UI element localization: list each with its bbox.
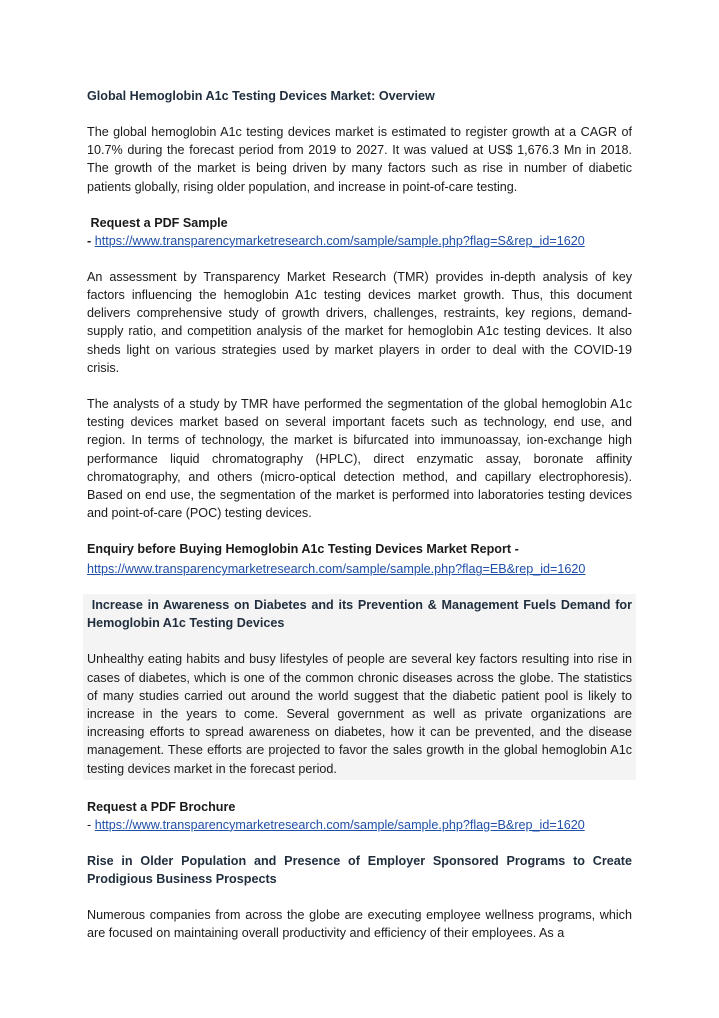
- segmentation-paragraph: The analysts of a study by TMR have performed the segmentation of the global hemoglobin A1c testing devices market based on several important facets such as technology, end use, and region. In terms of technology, the market is bifurcated into immunoassay, ion-exchange high performance liquid chromatography (HPLC), direct enzymatic assay, boronate affinity chromatography, and others (micro-optical detection method, and capillary electrophoresis). Based on end use, the segmentation of the market is performed into laboratories testing devices and point-of-care (POC) testing devices.: [87, 397, 632, 521]
- brochure-label: Request a PDF Brochure: [87, 799, 236, 814]
- section2-heading: Rise in Older Population and Presence of Employer Sponsored Programs to Create Prodigious Business Prospects: [87, 853, 632, 886]
- brochure-link-prefix: -: [87, 817, 95, 832]
- section2-body: Numerous companies from across the globe are executing employee wellness programs, which are focused on maintaining overall productivity and efficiency of their employees. As a: [87, 907, 632, 941]
- sample-link[interactable]: https://www.transparencymarketresearch.com/sample/sample.php?flag=S&rep_id=1620: [94, 233, 585, 248]
- sample-link-line: [87, 232, 632, 250]
- sample-label: Request a PDF Sample: [90, 215, 228, 230]
- enquiry-link-line: [87, 560, 632, 578]
- section1-band: [83, 594, 636, 779]
- sample-link-prefix: -: [87, 233, 95, 248]
- enquiry-label: Enquiry before Buying Hemoglobin A1c Testing Devices Market Report -: [87, 542, 519, 557]
- page-title: Global Hemoglobin A1c Testing Devices Market: Overview: [87, 89, 435, 103]
- enquiry-link[interactable]: https://www.transparencymarketresearch.com/sample/sample.php?flag=EB&rep_id=1620: [87, 562, 586, 577]
- section1-heading: Increase in Awareness on Diabetes and its Prevention & Management Fuels Demand for Hemoglobin A1c Testing Devices: [87, 598, 633, 631]
- intro-paragraph: The global hemoglobin A1c testing devices market is estimated to register growth at a CAGR of 10.7% during the forecast period from 2019 to 2027. It was valued at US$ 1,676.3 Mn in 2018. The growth of the market is being driven by many factors such as rise in number of diabetic patients globally, rising older population, and increase in point-of-care testing.: [87, 125, 632, 194]
- section1-body: Unhealthy eating habits and busy lifestyles of people are several key factors resulting into rise in cases of diabetes, which is one of the common chronic diseases across the globe. The statistics of many studies carried out around the world suggest that the diabetic patient pool is likely to increase in the years to come. Several government as well as private organizations are increasing efforts to spread awareness on diabetes, how it can be prevented, and the disease management. These efforts are projected to favor the sales growth in the global hemoglobin A1c testing devices market in the forecast period.: [87, 652, 632, 776]
- assessment-paragraph: An assessment by Transparency Market Research (TMR) provides in-depth analysis of key factors influencing the hemoglobin A1c testing devices market growth. Thus, this document delivers comprehensive study of growth drivers, challenges, restraints, key regions, demand-supply ratio, and competition analysis of the market for hemoglobin A1c testing devices. It also sheds light on various strategies used by market players in order to deal with the COVID-19 crisis.: [87, 269, 632, 375]
- brochure-link-line: [87, 816, 632, 834]
- brochure-link[interactable]: https://www.transparencymarketresearch.com/sample/sample.php?flag=B&rep_id=1620: [94, 817, 585, 832]
